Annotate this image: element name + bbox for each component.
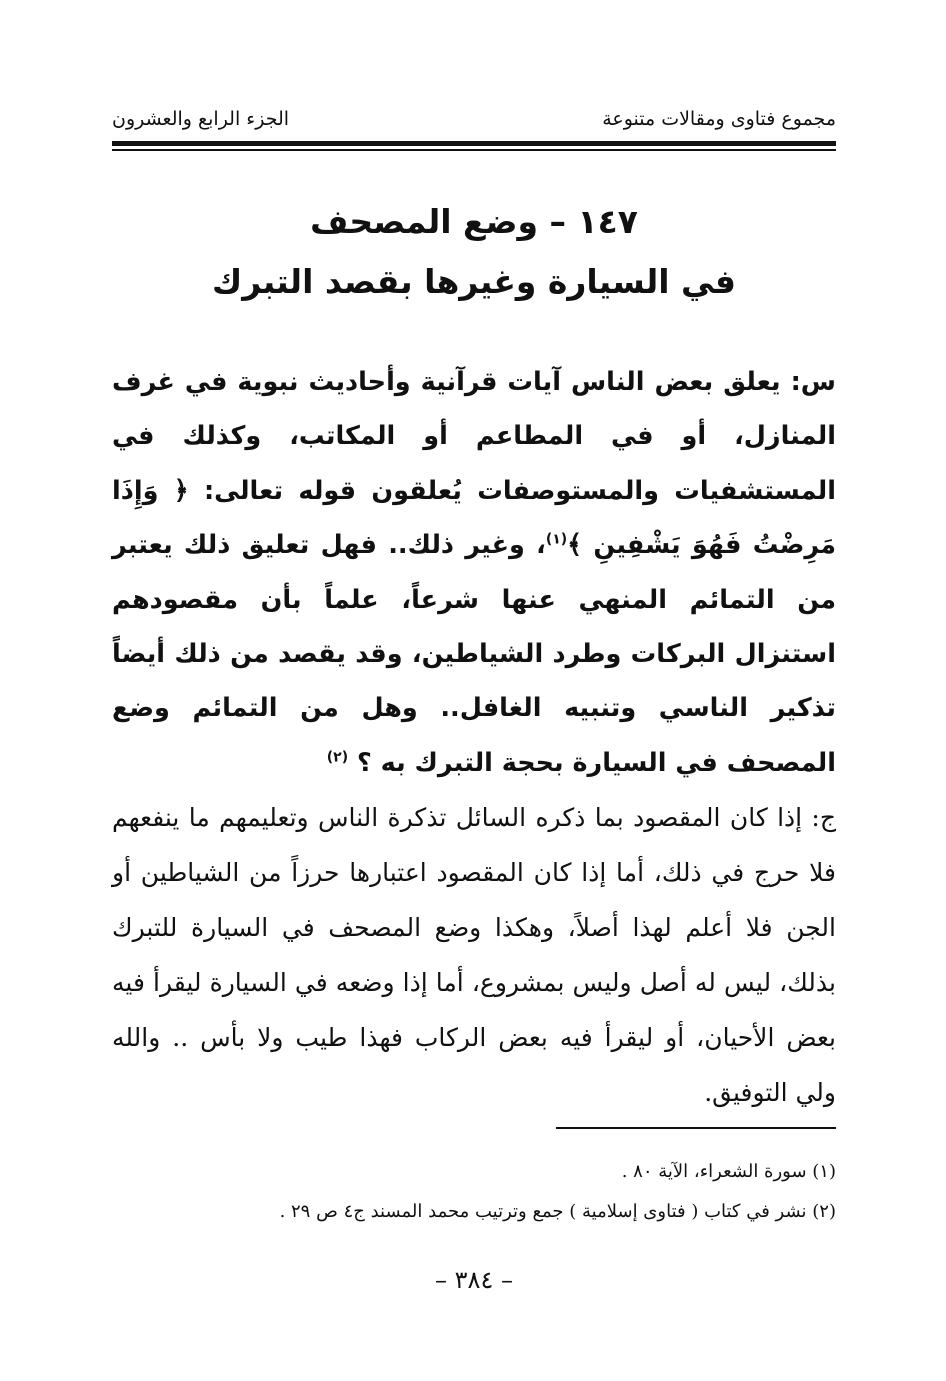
question-text-part-1: س: يعلق بعض الناس آيات قرآنية وأحاديث نبوية في غرف المنازل، أو في المطاعم أو المكاتب، وكذلك في المستشفيات والمستوصفات يُعلقون قوله تعالى: ﴿ وَإِذَا مَرِضْتُ فَهُوَ يَشْفِينِ ﴾ (112, 367, 836, 561)
footnote-2: (٢) نشر في كتاب ( فتاوى إسلامية ) جمع وترتيب محمد المسند ج٤ ص ٢٩ . (279, 1201, 836, 1222)
running-header (112, 108, 836, 138)
footnote-ref-1[interactable]: (١) (545, 531, 568, 548)
fatwa-title-line-1: ١٤٧ – وضع المصحف (310, 202, 638, 241)
footnotes (112, 1152, 836, 1232)
fatwa-title-line-2: في السيارة وغيرها بقصد التبرك (211, 262, 737, 301)
footnote-ref-2[interactable]: (٢) (326, 749, 349, 766)
question-text-part-2: ، وغير ذلك.. فهل تعليق ذلك يعتبر من التمائم المنهي عنها شرعاً، علماً بأن مقصودهم استنزال البركات وطرد الشياطين، وقد يقصد من ذلك أيضاً تذكير الناسي وتنبيه الغافل.. وهل من التمائم وضع المصحف في السيارة بحجة التبرك به ؟ (112, 530, 836, 778)
answer-paragraph: ج: إذا كان المقصود بما ذكره السائل تذكرة الناس وتعليمهم ما ينفعهم فلا حرج في ذلك، أما إذا كان المقصود اعتبارها حرزاً من الشياطين أو الجن فلا أعلم لهذا أصلاً، وهكذا وضع المصحف في السيارة للتبرك بذلك، ليس له أصل وليس بمشروع، أما إذا وضعه في السيارة ليقرأ فيه بعض الأحيان، أو ليقرأ فيه بعض الركاب فهذا طيب ولا بأس .. والله ولي التوفيق. (112, 803, 836, 1107)
footnote-1: (١) سورة الشعراء، الآية ٨٠ . (621, 1161, 836, 1182)
header-volume: الجزء الرابع والعشرون (112, 108, 290, 130)
page-number: – ٣٨٤ – (435, 1266, 513, 1294)
header-book-title: مجموع فتاوى ومقالات متنوعة (602, 108, 836, 130)
header-rule-thin (112, 149, 836, 151)
question-paragraph (112, 355, 836, 790)
fatwa-title (112, 192, 836, 312)
footnote-separator (556, 1127, 836, 1129)
header-rule-thick (112, 141, 836, 146)
